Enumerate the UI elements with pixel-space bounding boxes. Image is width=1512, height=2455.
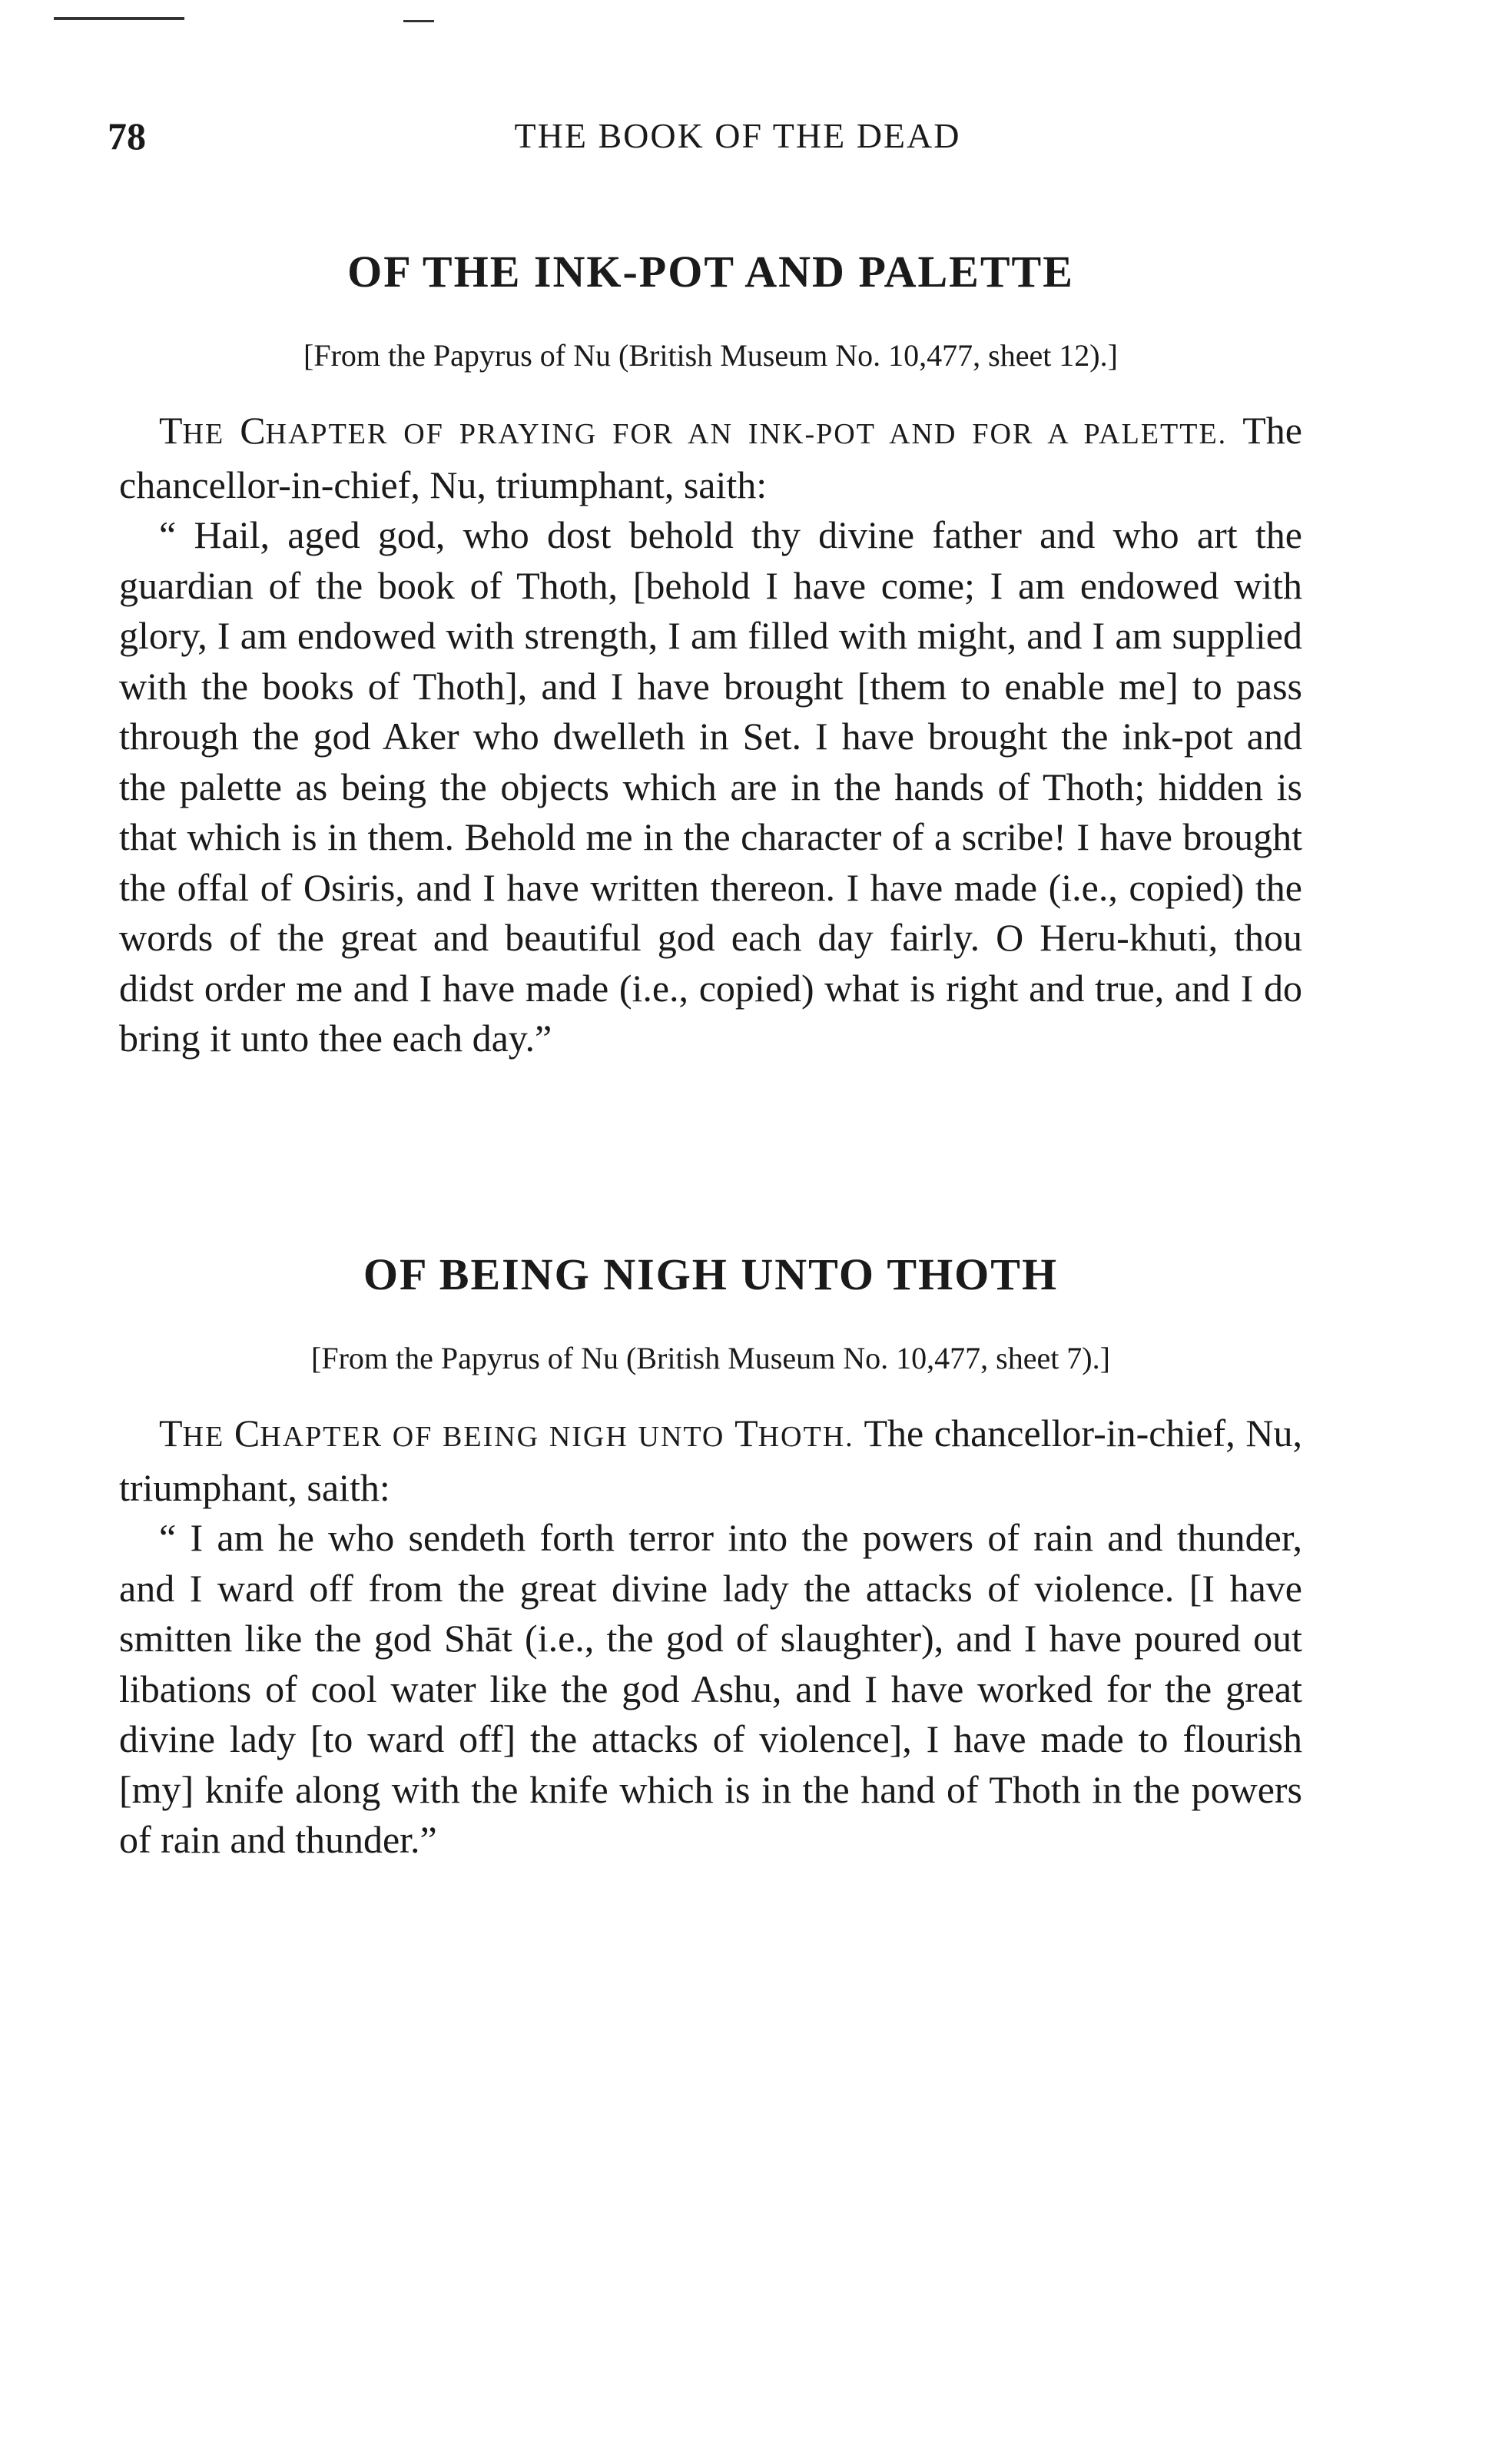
rubric-initial: C bbox=[234, 1412, 260, 1455]
rubric-initial: C bbox=[240, 409, 266, 452]
section-ink-pot bbox=[119, 246, 1302, 1064]
chapter-rubric-paragraph bbox=[119, 406, 1302, 510]
source-note: [From the Papyrus of Nu (British Museum No. 10,477, sheet 7).] bbox=[311, 1341, 1110, 1375]
page-number: 78 bbox=[108, 114, 146, 158]
section-nigh-thoth bbox=[119, 1249, 1302, 1866]
rubric-initial: T bbox=[159, 1412, 183, 1455]
rubric-text: HAPTER OF PRAYING FOR AN INK-POT AND FOR A PALETTE. bbox=[265, 418, 1228, 450]
rubric-text: HE bbox=[182, 1421, 234, 1453]
rubric-text: HAPTER OF BEING NIGH UNTO bbox=[260, 1421, 735, 1453]
section-title: OF BEING NIGH UNTO THOTH bbox=[363, 1249, 1059, 1299]
rubric-initial: T bbox=[159, 409, 183, 452]
section-title: OF THE INK-POT AND PALETTE bbox=[347, 247, 1074, 297]
scan-mark-top bbox=[54, 17, 184, 20]
scan-mark-top-2 bbox=[403, 20, 434, 22]
running-head bbox=[108, 114, 1306, 160]
rubric-text: HE bbox=[182, 418, 240, 450]
chapter-text: “ I am he who sendeth forth terror into the powers of rain and thunder, and I ward off from the great divine lady the attacks of violence. [I have smitten like the god Shāt (i.e., the god of slaughter), and I have poured out libations of cool water like the god Ashu, and I have worked for the great divine lady [to ward off] the attacks of violence], I have made to flourish [my] knife along with the knife which is in the hand of Thoth in the powers of rain and thunder.” bbox=[119, 1516, 1302, 1861]
chapter-text: “ Hail, aged god, who dost behold thy divine father and who art the guardian of the book of Thoth, [behold I have come; I am endowed with glory, I am endowed with strength, I am filled with might, and I am supplied with the books of Thoth], and I have brought [them to enable me] to pass through the god Aker who dwelleth in Set. I have brought the ink-pot and the palette as being the objects which are in the hands of Thoth; hidden is that which is in them. Behold me in the character of a scribe! I have brought the offal of Osiris, and I have written thereon. I have made (i.e., copied) the words of the great and beautiful god each day fairly. O Heru-khuti, thou didst order me and I have made (i.e., copied) what is right and true, and I do bring it unto thee each day.” bbox=[119, 513, 1302, 1060]
intro-text: The chancellor-in-chief, Nu, triumphant, saith: bbox=[119, 1412, 1303, 1509]
running-title: THE BOOK OF THE DEAD bbox=[514, 116, 961, 155]
rubric-initial: T bbox=[734, 1412, 758, 1455]
rubric-text: HOTH. bbox=[758, 1421, 854, 1453]
source-note: [From the Papyrus of Nu (British Museum No. 10,477, sheet 12).] bbox=[303, 338, 1118, 373]
intro-text: The chancellor-in-chief, Nu, triumphant, saith: bbox=[119, 409, 1302, 506]
chapter-rubric-paragraph bbox=[119, 1408, 1302, 1513]
